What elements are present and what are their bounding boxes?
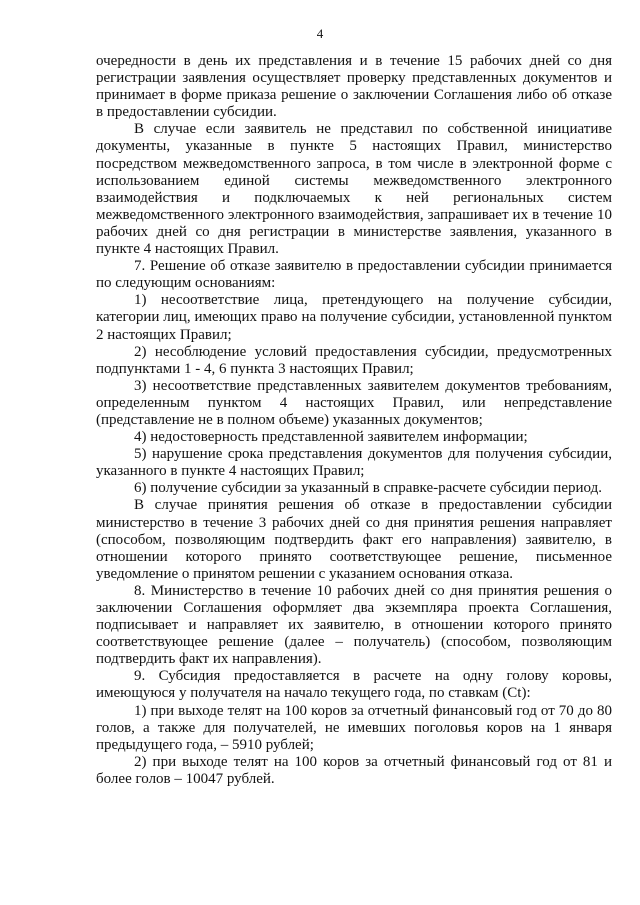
paragraph-clause-9-item-1: 1) при выходе телят на 100 коров за отчетный финансовый год от 70 до 80 голов, а также для получателей, не имевших поголовья коров на 1 января предыдущего года, – 5910 рублей; xyxy=(96,702,612,753)
page-number: 4 xyxy=(316,26,324,41)
paragraph-clause-7-item-2: 2) несоблюдение условий предоставления субсидии, предусмотренных подпунктами 1 - 4, 6 пункта 3 настоящих Правил; xyxy=(96,343,612,377)
paragraph-interagency-request: В случае если заявитель не представил по собственной инициативе документы, указанные в пункте 5 настоящих Правил, министерство посредством межведомственного запроса, в том числе в электронной форме с использованием единой системы межведомственного электронного взаимодействия и подключаемых к ней региональных систем межведомственного электронного взаимодействия, запрашивает их в течение 10 рабочих дней со дня регистрации в министерстве заявления, указанного в пункте 4 настоящих Правил. xyxy=(96,121,612,258)
paragraph-clause-7-item-5: 5) нарушение срока представления документов для получения субсидии, указанного в пункте 4 настоящих Правил; xyxy=(96,446,612,480)
paragraph-clause-9: 9. Субсидия предоставляется в расчете на одну голову коровы, имеющуюся у получателя на начало текущего года, по ставкам (Ct): xyxy=(96,668,612,702)
paragraph-clause-7-item-6: 6) получение субсидии за указанный в справке-расчете субсидии период. xyxy=(134,480,602,497)
paragraph-clause-9-item-2: 2) при выходе телят на 100 коров за отчетный финансовый год от 81 и более голов – 10047 рублей. xyxy=(96,753,612,787)
document-body xyxy=(96,53,612,788)
paragraph-clause-7-item-3: 3) несоответствие представленных заявителем документов требованиям, определенным пунктом 4 настоящих Правил, или непредставление (представление не в полном объеме) указанных документов; xyxy=(96,377,612,428)
paragraph-continuation: очередности в день их представления и в течение 15 рабочих дней со дня регистрации заявления осуществляет проверку представленных документов и принимает в форме приказа решение о заключении Соглашения либо об отказе в предоставлении субсидии. xyxy=(96,53,612,121)
paragraph-clause-7-item-1: 1) несоответствие лица, претендующего на получение субсидии, категории лиц, имеющих право на получение субсидии, установленной пунктом 2 настоящих Правил; xyxy=(96,292,612,343)
paragraph-clause-8: 8. Министерство в течение 10 рабочих дней со дня принятия решения о заключении Соглашения оформляет два экземпляра проекта Соглашения, подписывает и направляет их заявителю, в отношении которого принято соответствующее решение (далее – получатель) (способом, позволяющим подтвердить факт их направления). xyxy=(96,582,612,668)
paragraph-refusal-notice: В случае принятия решения об отказе в предоставлении субсидии министерство в течение 3 рабочих дней со дня принятия решения направляет (способом, позволяющим подтвердить факт его направления) заявителю, в отношении которого принято соответствующее решение, письменное уведомление о принятом решении с указанием основания отказа. xyxy=(96,497,612,582)
paragraph-clause-7-item-4: 4) недостоверность представленной заявителем информации; xyxy=(134,429,528,446)
paragraph-clause-7: 7. Решение об отказе заявителю в предоставлении субсидии принимается по следующим основаниям: xyxy=(96,258,612,292)
